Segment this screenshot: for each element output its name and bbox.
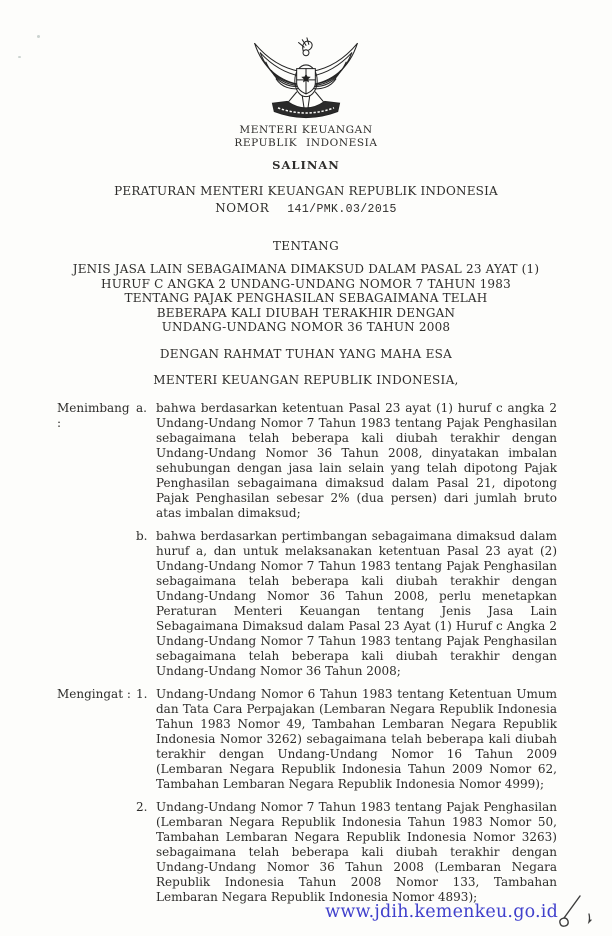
- subject-title-line: HURUF C ANGKA 2 UNDANG-UNDANG NOMOR 7 TAHUN 1983: [101, 276, 511, 291]
- mengingat-items: [136, 687, 557, 905]
- regulation-title: PERATURAN MENTERI KEUANGAN REPUBLIK INDONESIA: [114, 184, 498, 198]
- item-text: Undang-Undang Nomor 6 Tahun 1983 tentang Ketentuan Umum dan Tata Cara Perpajakan (Lembaran Negara Republik Indonesia Tahun 1983 Nomor 49, Tambahan Lembaran Negara Republik Indonesia Nomor 3262) sebagaimana telah beberapa kali diubah terakhir dengan Undang-Undang Nomor 16 Tahun 2009 (Lembaran Negara Republik Indonesia Tahun 2009 Nomor 62, Tambahan Lembaran Negara Republik Indonesia Nomor 4999);: [156, 686, 557, 791]
- menimbang-label: Menimbang :: [57, 400, 130, 430]
- scan-speck: [37, 35, 40, 38]
- subject-title-line: JENIS JASA LAIN SEBAGAIMANA DIMAKSUD DALAM PASAL 23 AYAT (1): [72, 262, 540, 276]
- regulation-number-value: 141/PMK.03/2015: [287, 203, 397, 216]
- item-text: bahwa berdasarkan pertimbangan sebagaimana dimaksud dalam huruf a, dan untuk melaksanakan ketentuan Pasal 23 ayat (2) Undang-Undang Nomor 7 Tahun 1983 tentang Pajak Penghasilan sebagaimana telah beberapa kali diubah terakhir dengan Undang-Undang Nomor 36 Tahun 2008, perlu menetapkan Peraturan Menteri Keuangan tentang Jenis Jasa Lain Sebagaimana Dimaksud dalam Pasal 23 Ayat (1) Huruf c Angka 2 Undang-Undang Nomor 7 Tahun 1983 tentang Pajak Penghasilan sebagaimana telah beberapa kali diubah terakhir dengan Undang-Undang Nomor 36 Tahun 2008;: [156, 528, 557, 678]
- document-body: [0, 401, 612, 905]
- footer: [325, 902, 558, 922]
- about-label: TENTANG: [272, 239, 340, 253]
- subject-title-line: TENTANG PAJAK PENGHASILAN SEBAGAIMANA TELAH: [124, 291, 488, 306]
- item-text: bahwa berdasarkan ketentuan Pasal 23 ayat (1) huruf c angka 2 Undang-Undang Nomor 7 Tahun 1983 tentang Pajak Penghasilan sebagaimana telah beberapa kali diubah terakhir dengan Undang-Undang Nomor 36 Tahun 2008, dinyatakan imbalan sehubungan dengan jasa lain selain yang telah dipotong Pajak Penghasilan sebagaimana dimaksud dalam Pasal 21, dipotong Pajak Penghasilan sebesar 2% (dua persen) dari jumlah bruto atas imbalan dimaksud;: [156, 400, 557, 520]
- subject-title-line: BEBERAPA KALI DIUBAH TERAKHIR DENGAN: [156, 305, 456, 320]
- mengingat-item-2: [136, 800, 557, 905]
- menimbang-section: [57, 401, 557, 679]
- issuer-line: MENTERI KEUANGAN REPUBLIK INDONESIA,: [153, 372, 459, 387]
- ministry-country: REPUBLIK INDONESIA: [234, 137, 378, 149]
- item-marker: 1.: [136, 686, 148, 701]
- regulation-number-line: [0, 201, 612, 217]
- document-subject-title: [0, 262, 612, 335]
- regulation-number-label: NOMOR: [215, 201, 270, 215]
- menimbang-items: [136, 401, 557, 679]
- mengingat-item-1: [136, 687, 557, 792]
- item-text: Undang-Undang Nomor 7 Tahun 1983 tentang Pajak Penghasilan (Lembaran Negara Republik Indonesia Tahun 1983 Nomor 50, Tambahan Lembaran Negara Republik Indonesia Nomor 3263) sebagaimana telah beberapa kali diubah terakhir dengan Undang-Undang Nomor 36 Tahun 2008 (Lembaran Negara Republik Indonesia Tahun 2008 Nomor 133, Tambahan Lembaran Negara Republik Indonesia Nomor 4893);: [156, 799, 557, 904]
- copy-stamp: SALINAN: [272, 158, 340, 172]
- item-marker: 2.: [136, 799, 148, 814]
- item-marker: a.: [136, 400, 147, 415]
- mengingat-section: [57, 687, 557, 905]
- item-marker: b.: [136, 528, 148, 543]
- menimbang-item-b: [136, 529, 557, 679]
- invocation-line: DENGAN RAHMAT TUHAN YANG MAHA ESA: [159, 346, 453, 361]
- document-header: [0, 0, 612, 217]
- garuda-pancasila-emblem-icon: [250, 36, 362, 120]
- ministry-name: MENTERI KEUANGAN: [239, 124, 373, 136]
- jdih-website-link[interactable]: www.jdih.kemenkeu.go.id: [325, 902, 558, 922]
- pen-mark-icon: [552, 894, 594, 930]
- menimbang-item-a: [136, 401, 557, 521]
- subject-title-line: UNDANG-UNDANG NOMOR 36 TAHUN 2008: [161, 320, 451, 335]
- mengingat-label: Mengingat :: [57, 686, 131, 701]
- scan-speck: [18, 56, 21, 58]
